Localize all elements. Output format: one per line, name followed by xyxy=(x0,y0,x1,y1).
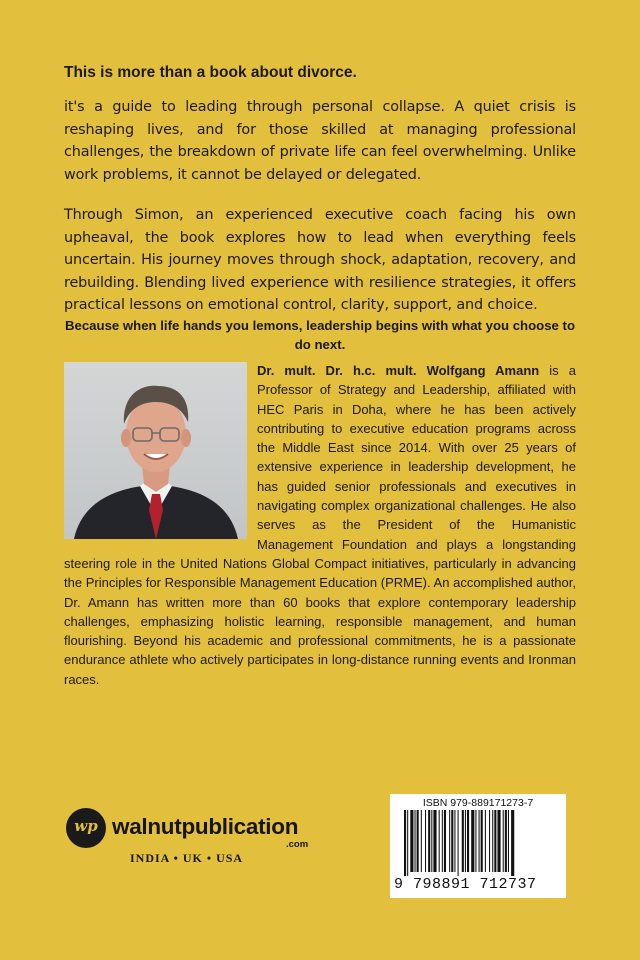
author-bio-section xyxy=(64,361,576,689)
publisher-domain: .com xyxy=(286,839,309,850)
publisher-countries: INDIA • UK • USA xyxy=(130,851,244,865)
author-name: Dr. mult. Dr. h.c. mult. Wolfgang Amann xyxy=(257,363,540,378)
barcode-bars xyxy=(404,810,554,876)
headline: This is more than a book about divorce. xyxy=(64,64,357,81)
description-paragraph-2: Through Simon, an experienced executive coach facing his own upheaval, the book explores how to lead when everything feels uncertain. His journey moves through shock, adaptation, recovery, and rebuilding. Blending lived experience with resilience strategies, it offers practical lessons on emotional control, clarity, support, and choice. xyxy=(64,207,576,313)
publisher-logo-letters: wp xyxy=(74,817,98,835)
author-portrait-illustration xyxy=(64,362,247,539)
isbn-barcode xyxy=(390,794,566,898)
publisher-name: walnutpublication xyxy=(112,814,299,839)
description-paragraph-1: it's a guide to leading through personal collapse. A quiet crisis is reshaping lives, and for those skilled at managing professional challenges, the breakdown of private life can feel overwhelming. Unlike work problems, it cannot be delayed or delegated. xyxy=(64,99,576,183)
tagline: Because when life hands you lemons, leadership begins with what you choose to do next. xyxy=(64,318,576,352)
author-bio: is a Professor of Strategy and Leadership, affiliated with HEC Paris in Doha, where he has been actively contributing to executive education programs across the Middle East since 2014. With over 25 years of extensive experience in leadership development, he has guided senior professionals and executives in navigating complex organizational challenges. He also serves as the President of the Humanistic Management Foundation and plays a longstanding steering role in the United Nations Global Compact initiatives, particularly in advancing the Principles for Responsible Management Education (PRME). An accomplished author, Dr. Amann has written more than 60 books that explore contemporary leadership challenges, emphasizing holistic learning, responsible management, and human flourishing. Beyond his academic and professional commitments, he is a passionate endurance athlete who actively participates in long-distance running events and Ironman races. xyxy=(64,363,576,687)
publisher-brand xyxy=(66,803,336,873)
ean-digits: 9 798891 712737 xyxy=(394,876,537,893)
author-photo xyxy=(64,362,247,539)
publisher-logo-icon xyxy=(66,808,106,848)
isbn-label: ISBN 979-889171273-7 xyxy=(422,797,534,809)
